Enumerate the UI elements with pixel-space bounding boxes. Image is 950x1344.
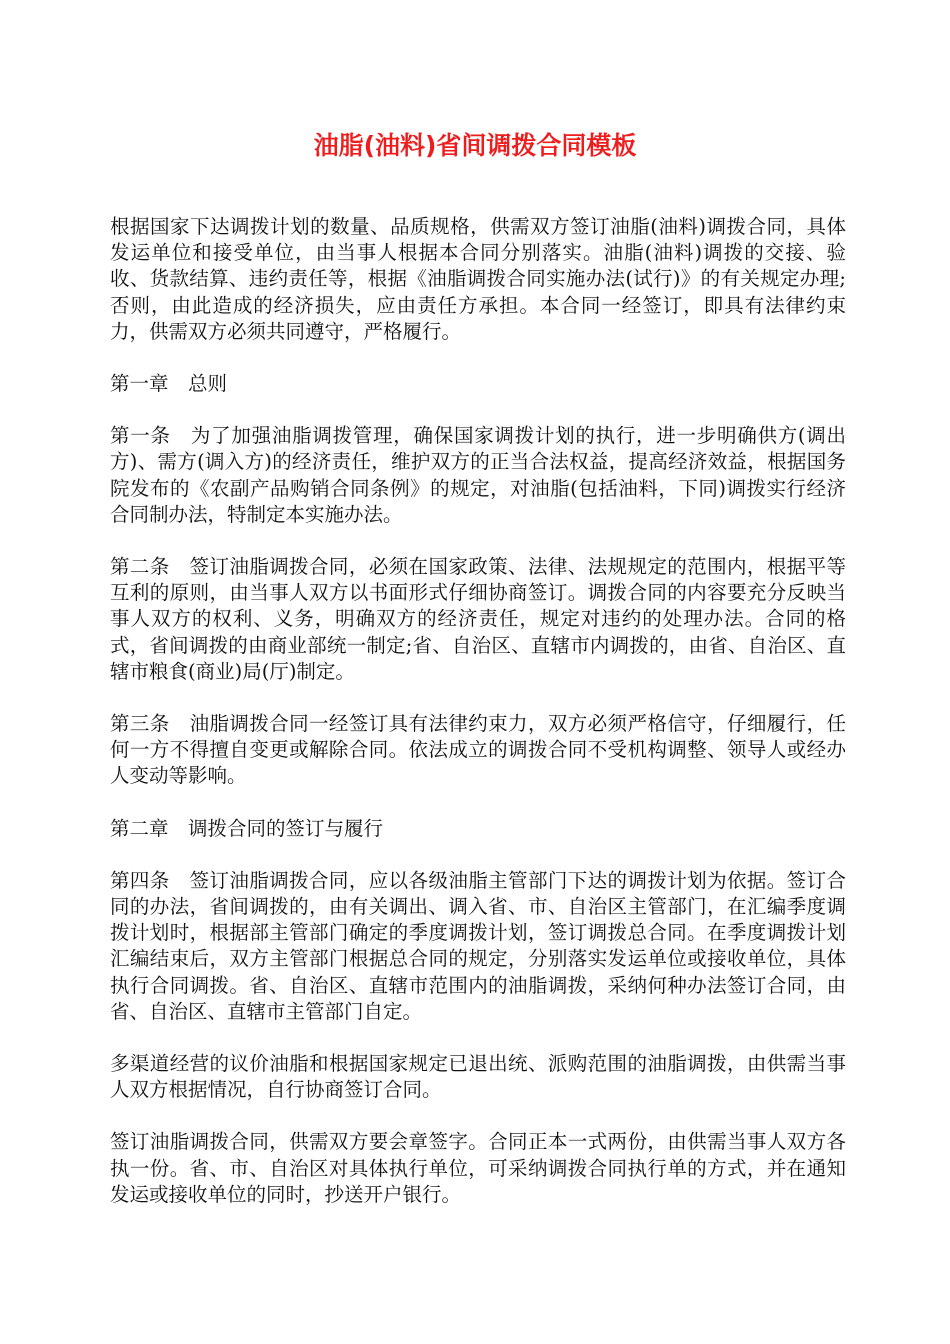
intro-paragraph: 根据国家下达调拨计划的数量、品质规格，供需双方签订油脂(油料)调拨合同，具体发运单位和接受单位，由当事人根据本合同分别落实。油脂(油料)调拨的交接、验收、货款结算、违约责任等，根据《油脂调拨合同实施办法(试行)》的有关规定办理;否则，由此造成的经济损失，应由责任方承担。本合同一经签订，即具有法律约束力，供需双方必须共同遵守，严格履行。 (110, 215, 846, 343)
chapter-2-heading: 第二章 调拨合同的签订与履行 (110, 816, 384, 840)
article-4-paragraph: 第四条 签订油脂调拨合同，应以各级油脂主管部门下达的调拨计划为依据。签订合同的办法，省间调拨的，由有关调出、调入省、市、自治区主管部门，在汇编季度调拨计划时，根据部主管部门确定的季度调拨计划，签订调拨总合同。在季度调拨计划汇编结束后，双方主管部门根据总合同的规定，分别落实发运单位或接收单位，具体执行合同调拨。省、自治区、直辖市范围内的油脂调拨，采纳何种办法签订合同，由省、自治区、直辖市主管部门自定。 (110, 868, 846, 1023)
multi-channel-paragraph: 多渠道经营的议价油脂和根据国家规定已退出统、派购范围的油脂调拨，由供需当事人双方根据情况，自行协商签订合同。 (110, 1052, 846, 1102)
article-2-paragraph: 第二条 签订油脂调拨合同，必须在国家政策、法律、法规规定的范围内，根据平等互利的原则，由当事人双方以书面形式仔细协商签订。调拨合同的内容要充分反映当事人双方的权利、义务，明确双方的经济责任，规定对违约的处理办法。合同的格式，省间调拨的由商业部统一制定;省、自治区、直辖市内调拨的，由省、自治区、直辖市粮食(商业)局(厅)制定。 (110, 555, 846, 683)
chapter-1-heading: 第一章 总则 (110, 372, 228, 396)
article-1-paragraph: 第一条 为了加强油脂调拨管理，确保国家调拨计划的执行，进一步明确供方(调出方)、需方(调入方)的经济责任，维护双方的正当合法权益，提高经济效益，根据国务院发布的《农副产品购销合同条例》的规定，对油脂(包括油料，下同)调拨实行经济合同制办法，特制定本实施办法。 (110, 424, 846, 526)
signing-paragraph: 签订油脂调拨合同，供需双方要会章签字。合同正本一式两份，由供需当事人双方各执一份。省、市、自治区对具体执行单位，可采纳调拨合同执行单的方式，并在通知发运或接收单位的同时，抄送开户银行。 (110, 1130, 846, 1206)
document-title: 油脂(油料)省间调拨合同模板 (313, 131, 637, 160)
article-3-paragraph: 第三条 油脂调拨合同一经签订具有法律约束力，双方必须严格信守，仔细履行，任何一方不得擅自变更或解除合同。依法成立的调拨合同不受机构调整、领导人或经办人变动等影响。 (110, 712, 846, 788)
document-body (110, 214, 846, 1234)
